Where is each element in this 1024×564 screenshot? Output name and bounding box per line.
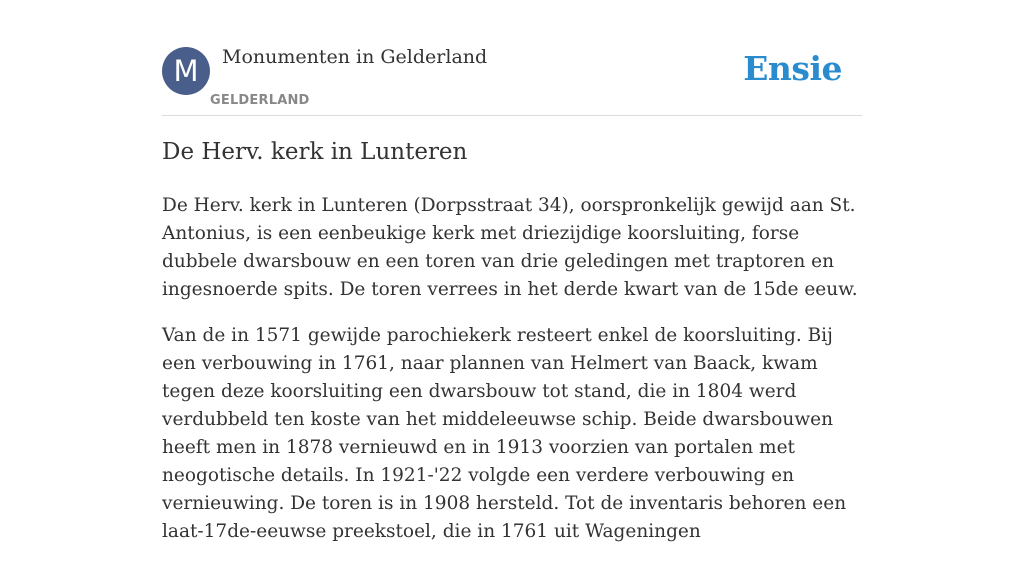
article-body (162, 192, 862, 564)
article-title: De Herv. kerk in Lunteren (162, 139, 468, 165)
article-paragraph: Van de in 1571 gewijde parochiekerk resteert enkel de koorsluiting. Bij een verbouwing in 1761, naar plannen van Helmert van Baack, kwam tegen deze koorsluiting een dwarsbouw tot stand, die in 1804 werd verdubbeld ten koste van het middeleeuwse schip. Beide dwarsbouwen heeft men in 1878 vernieuwd en in 1913 voorzien van portalen met neogotische details. In 1921-'22 volgde een verdere verbouwing en vernieuwing. De toren is in 1908 hersteld. Tot de inventaris behoren een laat-17de-eeuwse preekstoel, die in 1761 uit Wageningen (162, 325, 847, 542)
header (162, 0, 862, 116)
author-name[interactable]: Monumenten in Gelderland (222, 46, 488, 68)
category-label[interactable]: GELDERLAND (210, 93, 310, 108)
brand-logo[interactable]: Ensie (743, 49, 842, 88)
article-paragraph: De Herv. kerk in Lunteren (Dorpsstraat 34), oorspronkelijk gewijd aan St. Antonius, is een eenbeukige kerk met driezijdige koorsluiting, forse dubbele dwarsbouw en een toren van drie geledingen met traptoren en ingesnoerde spits. De toren verrees in het derde kwart van de 15de eeuw. (162, 195, 858, 300)
page (162, 0, 862, 542)
avatar[interactable]: M (162, 47, 210, 95)
